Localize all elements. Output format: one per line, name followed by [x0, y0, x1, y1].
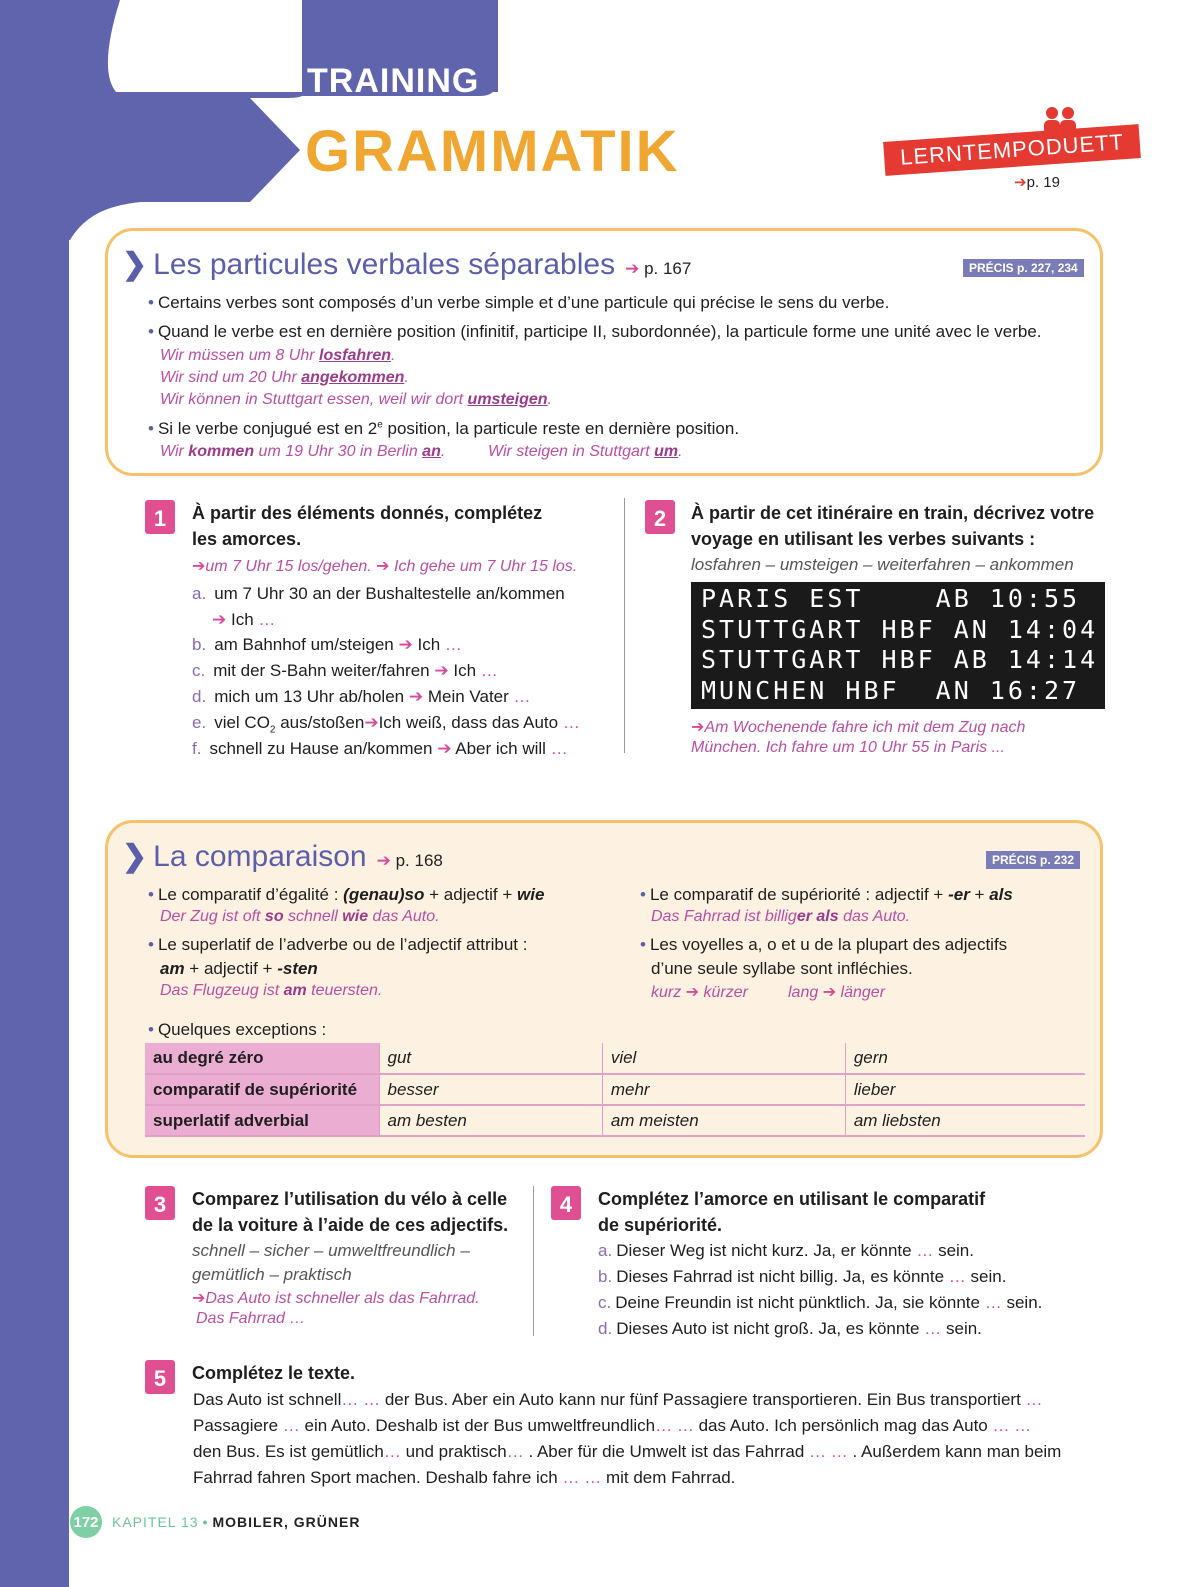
table-cell: am meisten	[602, 1105, 845, 1136]
text-line: Passagiere … ein Auto. Deshalb ist der Bus umweltfreundlich… … das Auto. Ich persönlich mag das Auto … …	[193, 1416, 1032, 1435]
table-cell: am liebsten	[845, 1105, 1085, 1136]
table-row	[145, 1043, 1085, 1074]
table-cell: mehr	[602, 1074, 845, 1105]
example-line: Das Fahrrad ist billiger als das Auto.	[651, 908, 911, 925]
chapter-title: MOBILER, GRÜNER	[212, 1514, 361, 1530]
table-cell: gern	[845, 1043, 1085, 1074]
exceptions-table	[145, 1043, 1085, 1137]
exercise-item: e. viel $CO_2$ aus/stoßen➔Ich weiß, dass das Auto …	[192, 713, 580, 736]
adjective-list: schnell – sicher – umweltfreundlich –	[192, 1241, 470, 1260]
text-line: Das Auto ist schnell… … der Bus. Aber ein Auto kann nur fünf Passagiere transportieren. Ein Bus transportiert …	[193, 1390, 1043, 1409]
page-number: 172	[70, 1506, 102, 1538]
exercise-title: Complétez le texte.	[192, 1363, 356, 1383]
section-label: TRAINING	[307, 62, 480, 100]
board-row: STUTTGART HBF AB 14:14	[701, 645, 1099, 674]
column-divider	[533, 1186, 534, 1336]
rule-bullet: • Le comparatif d’égalité : (genau)so + adjectif + wie	[148, 885, 544, 905]
example-line: kurz ➔ kürzer lang ➔ länger	[651, 984, 886, 1001]
answer-line: Das Fahrrad …	[196, 1310, 306, 1327]
page-ref-text: p. 168	[395, 851, 443, 870]
example-line: Das Flugzeug ist am teuersten.	[160, 982, 383, 999]
rule-box-particles	[105, 228, 1103, 476]
rule-line: d’une seule syllabe sont infléchies.	[651, 959, 913, 978]
exercise-title: Comparez l’utilisation du vélo à celle de la voiture à l’aide de ces adjectifs.	[192, 1189, 509, 1235]
rule-bullet: • Si le verbe conjugué est en 2e position, la particule reste en dernière position.	[148, 419, 739, 439]
exercise-number: ** 2	[645, 500, 675, 534]
example-line: Der Zug ist oft so schnell wie das Auto.	[160, 908, 440, 925]
duett-ref[interactable]	[1014, 173, 1060, 191]
table-cell: viel	[602, 1043, 845, 1074]
precis-ref[interactable]: PRÉCIS p. 227, 234	[963, 259, 1084, 277]
example-line: Wir steigen in Stuttgart um.	[488, 443, 683, 460]
exercise-title: À partir de cet itinéraire en train, décrivez votre voyage en utilisant les verbes suivants :	[691, 503, 1095, 549]
lerntempoduett-badge[interactable]	[880, 105, 1125, 195]
adjective-list: gemütlich – praktisch	[192, 1265, 352, 1284]
exercise-item: ➔ Ich …	[212, 610, 276, 629]
rule-bullet: • Les voyelles a, o et u de la plupart des adjectifs	[640, 935, 1007, 955]
exercise-number: * 1	[145, 500, 175, 534]
rule-bullet: • Le superlatif de l’adverbe ou de l’adjectif attribut :	[148, 935, 527, 955]
table-cell: besser	[379, 1074, 602, 1105]
table-header-cell: superlatif adverbial	[145, 1105, 379, 1136]
departure-board	[691, 582, 1105, 709]
rule-title-text: Les particules verbales séparables	[153, 248, 616, 281]
precis-ref[interactable]: PRÉCIS p. 232	[986, 851, 1080, 869]
verb-list: losfahren – umsteigen – weiterfahren – ankommen	[691, 555, 1074, 574]
duett-label: LERNTEMPODUETT	[883, 124, 1141, 176]
table-header-cell: comparatif de supériorité	[145, 1074, 379, 1105]
table-cell: gut	[379, 1043, 602, 1074]
footer-dot: •	[202, 1514, 209, 1530]
table-cell: lieber	[845, 1074, 1085, 1105]
rule-bullet: • Le comparatif de supériorité : adjectif + -er + als	[640, 885, 1013, 905]
board-row: MUNCHEN HBF AN 16:27	[701, 676, 1081, 705]
page-ref[interactable]: ➔ p. 167	[625, 259, 692, 278]
table-row	[145, 1074, 1085, 1105]
exercise-title: Complétez l’amorce en utilisant le comparatif de supériorité.	[598, 1189, 986, 1235]
answer-line: München. Ich fahre um 10 Uhr 55 in Paris ...	[691, 739, 1005, 756]
exercise-item: c. mit der S-Bahn weiter/fahren ➔ Ich …	[192, 661, 498, 680]
rule-title-text: La comparaison	[153, 840, 367, 873]
exercise-number: ** 3	[145, 1186, 175, 1220]
arrow-icon: ➔	[1014, 174, 1027, 191]
duett-ref-text: p. 19	[1026, 174, 1060, 191]
page-ref[interactable]: ➔ p. 168	[376, 851, 443, 870]
exercise-item: f. schnell zu Hause an/kommen ➔ Aber ich will …	[192, 739, 568, 758]
chapter-label: KAPITEL 13	[112, 1514, 199, 1530]
rule-title	[122, 247, 691, 282]
chevron-icon: ❯	[122, 248, 148, 281]
exercise-item: a. um 7 Uhr 30 an der Bushaltestelle an/kommen	[192, 584, 565, 603]
page-footer	[70, 1508, 360, 1536]
exercise-item: a. Dieser Weg ist nicht kurz. Ja, er könnte … sein.	[598, 1241, 974, 1260]
board-row: STUTTGART HBF AN 14:04	[701, 615, 1099, 644]
exercise-item: b. Dieses Fahrrad ist nicht billig. Ja, es könnte … sein.	[598, 1267, 1007, 1286]
rule-line: am + adjectif + -sten	[160, 959, 318, 978]
exercise-item: d. Dieses Auto ist nicht groß. Ja, es könnte … sein.	[598, 1319, 982, 1338]
page-ref-text: p. 167	[644, 259, 692, 278]
exercise-item: b. am Bahnhof um/steigen ➔ Ich …	[192, 635, 462, 654]
table-header-cell: au degré zéro	[145, 1043, 379, 1074]
answer-line: ➔Das Auto ist schneller als das Fahrrad.	[192, 1290, 480, 1307]
exercise-number: *** 5	[145, 1360, 175, 1394]
table-row	[145, 1105, 1085, 1136]
example-line: Wir sind um 20 Uhr angekommen.	[160, 369, 409, 386]
board-row: PARIS EST AB 10:55	[701, 584, 1081, 613]
example-line: Wir müssen um 8 Uhr losfahren.	[160, 347, 396, 364]
example-line: ➔um 7 Uhr 15 los/gehen. ➔ Ich gehe um 7 Uhr 15 los.	[192, 558, 578, 575]
text-line: den Bus. Es ist gemütlich… und praktisch… . Aber für die Umwelt ist das Fahrrad … … . Außerdem kann man beim	[193, 1442, 1062, 1461]
exercise-title: À partir des éléments donnés, complétez les amorces.	[192, 503, 543, 549]
exercise-item: c. Deine Freundin ist nicht pünktlich. Ja, sie könnte … sein.	[598, 1293, 1043, 1312]
text-line: Fahrrad fahren Sport machen. Deshalb fahre ich … … mit dem Fahrrad.	[193, 1468, 736, 1487]
exercise-item: d. mich um 13 Uhr ab/holen ➔ Mein Vater …	[192, 687, 531, 706]
exercise-number: ** 4	[551, 1186, 581, 1220]
chevron-icon: ❯	[122, 840, 148, 873]
answer-line: ➔Am Wochenende fahre ich mit dem Zug nach	[691, 719, 1026, 736]
table-cell: am besten	[379, 1105, 602, 1136]
page-title: GRAMMATIK	[305, 119, 680, 184]
rule-bullet: • Certains verbes sont composés d’un verbe simple et d’une particule qui précise le sens du verbe.	[148, 293, 889, 313]
example-line: Wir kommen um 19 Uhr 30 in Berlin an.	[160, 443, 446, 460]
example-line: Wir können in Stuttgart essen, weil wir dort umsteigen.	[160, 391, 553, 408]
rule-bullet: • Quand le verbe est en dernière position (infinitif, participe II, subordonnée), la particule forme une unité avec le verbe.	[148, 322, 1042, 342]
column-divider	[624, 498, 625, 753]
rule-bullet: • Quelques exceptions :	[148, 1020, 326, 1040]
rule-title	[122, 839, 443, 874]
